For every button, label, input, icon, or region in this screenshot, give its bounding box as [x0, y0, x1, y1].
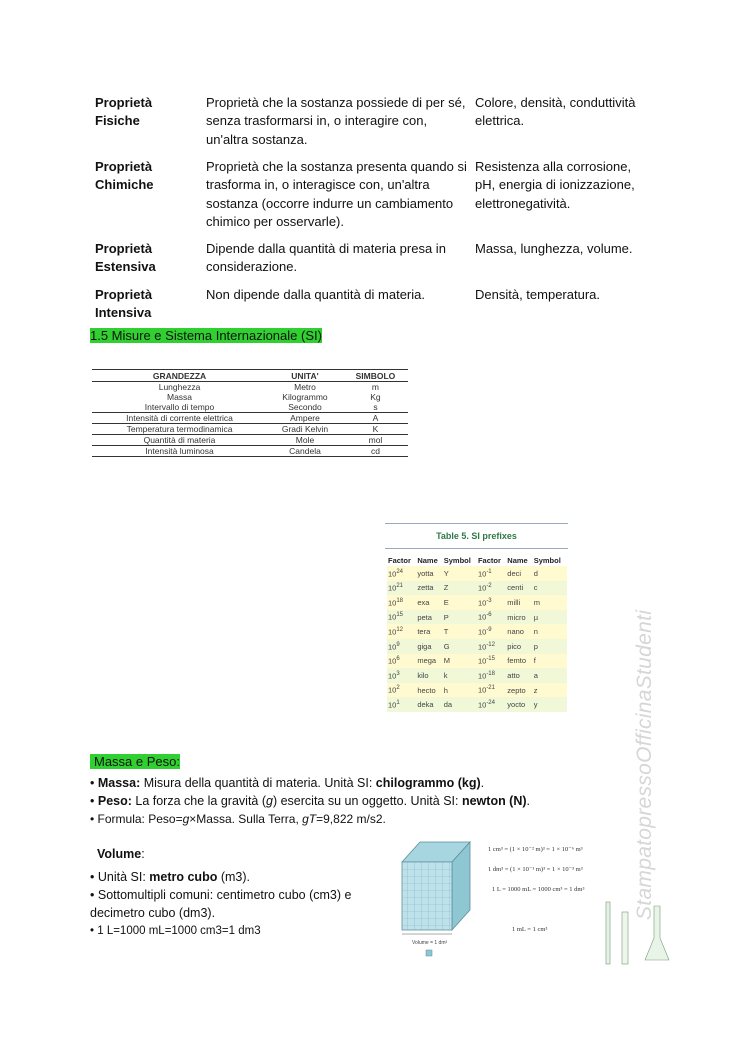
equation: 1 L = 1000 mL = 1000 cm³ = 1 dm³	[492, 886, 585, 893]
prefix-symbol: T	[443, 624, 477, 639]
list-item: • Formula: Peso=g×Massa. Sulla Terra, gT=9,822 m/s2.	[90, 812, 386, 826]
formula-g: g	[182, 812, 190, 826]
table-row	[387, 668, 567, 683]
formula-text: Peso=	[148, 812, 183, 826]
peso-label: Peso:	[97, 794, 132, 808]
property-description: Dipende dalla quantità di materia presa in considerazione.	[206, 241, 446, 275]
property-name: Proprietà Estensiva	[95, 241, 156, 275]
cube-grid	[402, 862, 452, 930]
volume-text: 1 L=1000 mL=1000 cm3=1 dm3	[97, 925, 261, 937]
factor-cell: $10^1$	[387, 697, 416, 712]
property-description: Proprietà che la sostanza possiede di per sé, senza trasformarsi in, o interagire con, un'altra sostanza.	[206, 95, 466, 147]
prefix-symbol: d	[533, 566, 567, 581]
prefix-name: kilo	[416, 668, 442, 683]
list-item: • Sottomultipli comuni: centimetro cubo (cm3) e decimetro cubo (dm3).	[90, 888, 352, 920]
prefix-symbol: P	[443, 610, 477, 625]
divider	[385, 523, 568, 524]
prefix-name: zetta	[416, 581, 442, 596]
peso-text: La forza che la gravità (	[131, 794, 267, 808]
mass-heading-text: Massa e Peso:	[90, 754, 180, 769]
prefix-name: pico	[506, 639, 532, 654]
prefix-symbol: h	[443, 683, 477, 698]
header-name: Name	[417, 555, 438, 565]
prefix-symbol: µ	[533, 610, 567, 625]
exponent: 21	[396, 583, 404, 590]
table-row	[387, 654, 567, 669]
factor-cell: $10^{-18}$	[477, 668, 506, 683]
prefix-name: yotta	[416, 566, 442, 581]
factor-cell: $10^{24}$	[387, 566, 416, 581]
cell: Secondo	[267, 402, 343, 413]
factor-cell: $10^{21}$	[387, 581, 416, 596]
header-symbol: Symbol	[443, 555, 471, 565]
prefix-name: deka	[416, 697, 442, 712]
prefix-name: peta	[416, 610, 442, 625]
table-row	[387, 624, 567, 639]
si-units-table	[92, 369, 408, 457]
factor-cell: $10^{-24}$	[477, 697, 506, 712]
prefix-symbol: M	[443, 654, 477, 669]
volume-text: (m3).	[217, 870, 250, 884]
prefix-symbol: da	[443, 697, 477, 712]
prefix-name: atto	[506, 668, 532, 683]
volume-heading: Volume:	[97, 847, 145, 861]
exponent: -21	[486, 685, 495, 692]
massa-text: Misura della quantità di materia. Unità SI:	[140, 776, 376, 790]
table-row	[92, 446, 408, 457]
header-name: Name	[507, 555, 528, 565]
list-item: • 1 L=1000 mL=1000 cm3=1 dm3	[90, 925, 261, 937]
prefix-name: nano	[506, 624, 532, 639]
table-row	[387, 595, 567, 610]
cell: Kg	[370, 392, 381, 402]
equation: 1 dm³ = (1 × 10⁻¹ m)³ = 1 × 10⁻³ m³	[488, 866, 583, 873]
prefix-name: centi	[506, 581, 532, 596]
section-heading-text: 1.5 Misure e Sistema Internazionale (SI)	[90, 328, 322, 343]
divider	[385, 548, 568, 549]
exponent: 6	[396, 656, 400, 663]
cell: Kilogrammo	[282, 392, 328, 402]
prefix-symbol: a	[533, 668, 567, 683]
table-row	[387, 566, 567, 581]
header-factor: Factor	[477, 555, 501, 565]
property-name: Proprietà Chimiche	[95, 159, 154, 193]
factor-cell: $10^3$	[387, 668, 416, 683]
table-row	[387, 697, 567, 712]
prefix-name: tera	[416, 624, 442, 639]
prefix-symbol: G	[443, 639, 477, 654]
prefixes-title: Table 5. SI prefixes	[436, 531, 517, 541]
si-prefixes-table	[387, 554, 567, 712]
cell: Intensità luminosa	[92, 446, 267, 457]
prefix-symbol: n	[533, 624, 567, 639]
cell: Mole	[267, 435, 343, 446]
prefix-name: hecto	[416, 683, 442, 698]
factor-cell: $10^{18}$	[387, 595, 416, 610]
exponent: -18	[486, 670, 495, 677]
property-examples: Colore, densità, conduttività elettrica.	[475, 95, 636, 129]
table-row	[387, 581, 567, 596]
cell: mol	[343, 435, 408, 446]
property-name: Proprietà Fisiche	[95, 95, 153, 129]
mass-heading	[90, 754, 180, 770]
factor-cell: $10^{12}$	[387, 624, 416, 639]
prefix-symbol: z	[533, 683, 567, 698]
list-item: • Unità SI: metro cubo (m3).	[90, 870, 250, 884]
exponent: 3	[396, 670, 400, 677]
prefix-name: giga	[416, 639, 442, 654]
prefix-name: zepto	[506, 683, 532, 698]
cell: Intervallo di tempo	[92, 402, 267, 413]
equation: 1 cm³ = (1 × 10⁻² m)³ = 1 × 10⁻⁶ m³	[488, 846, 583, 853]
factor-cell: $10^2$	[387, 683, 416, 698]
formula-text: ×Massa. Sulla Terra,	[189, 812, 303, 826]
factor-cell: $10^{-21}$	[477, 683, 506, 698]
prefix-name: deci	[506, 566, 532, 581]
table-row	[92, 392, 408, 402]
table-row	[387, 639, 567, 654]
section-heading	[90, 328, 322, 344]
property-examples: Densità, temperatura.	[475, 287, 601, 302]
formula-text: =9,822 m/s2.	[316, 812, 386, 826]
prefix-symbol: p	[533, 639, 567, 654]
property-description: Non dipende dalla quantità di materia.	[206, 287, 425, 302]
formula-gt: gT	[302, 812, 317, 826]
equation: 1 mL = 1 cm³	[512, 926, 548, 933]
table-header-row	[387, 554, 567, 566]
header-unita: UNITA'	[267, 370, 343, 382]
exponent: 24	[396, 568, 404, 575]
volume-figure	[400, 834, 675, 968]
property-examples: Massa, lunghezza, volume.	[475, 241, 633, 256]
cell: Temperatura termodinamica	[92, 424, 267, 435]
exponent: 15	[396, 612, 404, 619]
volume-text: Unità SI:	[97, 870, 150, 884]
exponent: -24	[486, 699, 495, 706]
prefix-symbol: E	[443, 595, 477, 610]
prefix-symbol: k	[443, 668, 477, 683]
prefix-name: mega	[416, 654, 442, 669]
prefix-symbol: c	[533, 581, 567, 596]
cell: Lunghezza	[158, 382, 201, 392]
prefix-name: exa	[416, 595, 442, 610]
factor-cell: $10^{-12}$	[477, 639, 506, 654]
cell: Quantità di materia	[92, 435, 267, 446]
prefix-name: yocto	[506, 697, 532, 712]
cell: Gradi Kelvin	[267, 424, 343, 435]
table-header-row	[92, 370, 408, 382]
exponent: -1	[486, 568, 492, 575]
factor-cell: $10^{-6}$	[477, 610, 506, 625]
header-grandezza: GRANDEZZA	[92, 370, 267, 382]
cell: K	[343, 424, 408, 435]
cylinder-icon	[622, 912, 628, 964]
header-symbol: Symbol	[533, 555, 561, 565]
peso-g: g	[266, 794, 273, 808]
cell: cd	[343, 446, 408, 457]
prefix-symbol: f	[533, 654, 567, 669]
prefix-symbol: Y	[443, 566, 477, 581]
table-row	[387, 683, 567, 698]
massa-label: Massa:	[97, 776, 141, 790]
cell: m	[371, 382, 380, 392]
table-row	[92, 435, 408, 446]
exponent: 12	[396, 626, 404, 633]
volume-heading-text: Volume	[97, 847, 142, 861]
volume-text: Sottomultipli comuni: centimetro cubo (cm3) e decimetro cubo (dm3).	[90, 888, 352, 920]
exponent: -3	[486, 597, 492, 604]
peso-unit: newton (N)	[461, 794, 527, 808]
formula-label: Formula:	[97, 812, 149, 826]
exponent: -2	[486, 583, 492, 590]
prefix-symbol: Z	[443, 581, 477, 596]
property-description: Proprietà che la sostanza presenta quando si trasforma in, o interagisce con, un'altra sostanza (occorre indurre un cambiamento chimico per osservarle).	[206, 159, 467, 229]
exponent: -6	[486, 612, 492, 619]
prefix-symbol: m	[533, 595, 567, 610]
prefix-symbol: y	[533, 697, 567, 712]
small-cube	[426, 950, 432, 956]
list-item: • Massa: Misura della quantità di materia. Unità SI: chilogrammo (kg).	[90, 776, 485, 790]
property-name: Proprietà Intensiva	[95, 287, 153, 321]
exponent: 1	[396, 699, 400, 706]
table-row	[387, 610, 567, 625]
factor-cell: $10^{15}$	[387, 610, 416, 625]
volume-unit: metro cubo	[149, 870, 218, 884]
exponent: -15	[486, 656, 495, 663]
flask-icon	[645, 906, 669, 960]
prefix-name: micro	[506, 610, 532, 625]
exponent: -12	[486, 641, 495, 648]
peso-text: ) esercita su un oggetto. Unità SI:	[272, 794, 462, 808]
factor-cell: $10^{-9}$	[477, 624, 506, 639]
exponent: 2	[396, 685, 400, 692]
table-row	[92, 424, 408, 435]
watermark: StampatopressoOfficinaStudenti	[633, 609, 656, 920]
factor-cell: $10^9$	[387, 639, 416, 654]
prefix-name: femto	[506, 654, 532, 669]
factor-cell: $10^{-2}$	[477, 581, 506, 596]
header-factor: Factor	[388, 555, 411, 565]
factor-cell: $10^{-3}$	[477, 595, 506, 610]
cell: Intensità di corrente elettrica	[92, 413, 267, 424]
factor-cell: $10^{-1}$	[477, 566, 506, 581]
massa-unit: chilogrammo (kg)	[375, 776, 481, 790]
exponent: -9	[486, 626, 492, 633]
table-row	[92, 382, 408, 393]
factor-cell: $10^{-15}$	[477, 654, 506, 669]
table-row	[92, 402, 408, 413]
exponent: 18	[396, 597, 404, 604]
si-prefixes-figure	[385, 521, 568, 720]
cell: Candela	[267, 446, 343, 457]
cell: A	[343, 413, 408, 424]
cell: Massa	[166, 392, 193, 402]
list-item: • Peso: La forza che la gravità (g) esercita su un oggetto. Unità SI: newton (N).	[90, 794, 531, 808]
factor-cell: $10^6$	[387, 654, 416, 669]
cell: Ampere	[267, 413, 343, 424]
figure-caption: Volume = 1 dm³	[412, 940, 448, 946]
pipette-icon	[606, 902, 610, 964]
prefix-name: milli	[506, 595, 532, 610]
property-examples: Resistenza alla corrosione, pH, energia di ionizzazione, elettronegatività.	[475, 159, 635, 211]
cell: s	[343, 402, 408, 413]
exponent: 9	[396, 641, 400, 648]
table-row	[92, 413, 408, 424]
cell: Metro	[294, 382, 316, 392]
header-simbolo: SIMBOLO	[343, 370, 408, 382]
